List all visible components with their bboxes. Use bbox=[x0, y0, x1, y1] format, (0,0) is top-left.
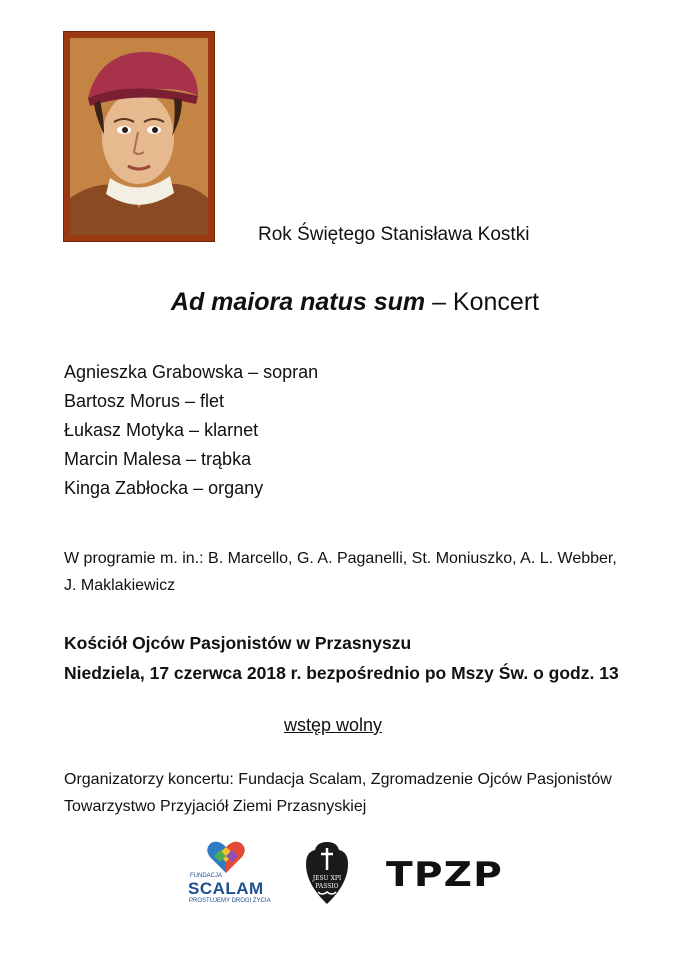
passionist-emblem-icon bbox=[304, 840, 350, 906]
concert-title-italic: Ad maiora natus sum bbox=[170, 288, 426, 316]
program-line: J. Maklakiewicz bbox=[64, 577, 176, 594]
organizers-text bbox=[64, 766, 612, 820]
organizers-line: Organizatorzy koncertu: Fundacja Scalam, Zgromadzenie Ojców Pasjonistów bbox=[64, 771, 612, 788]
performer-item: Agnieszka Grabowska – sopran bbox=[64, 362, 319, 382]
passio-line2: PASSIO bbox=[315, 883, 339, 890]
venue-place: Kościół Ojców Pasjonistów w Przasnyszu bbox=[64, 633, 412, 653]
venue-info bbox=[64, 628, 619, 688]
performer-item: Marcin Malesa – trąbka bbox=[64, 449, 252, 469]
portrait-image bbox=[64, 32, 214, 241]
tpzp-logo: TPZP bbox=[386, 855, 503, 895]
scalam-logo-name: SCALAM bbox=[188, 879, 264, 898]
organizers-line: Towarzystwo Przyjaciół Ziemi Przasnyskiej bbox=[64, 798, 367, 815]
venue-date: Niedziela, 17 czerwca 2018 r. bezpośrednio po Mszy Św. o godz. 13 bbox=[64, 663, 619, 683]
scalam-small-text: FUNDACJA bbox=[190, 873, 223, 879]
performer-item: Kinga Zabłocka – organy bbox=[64, 478, 264, 498]
year-title: Rok Świętego Stanisława Kostki bbox=[258, 224, 530, 245]
performer-item: Bartosz Morus – flet bbox=[64, 391, 225, 411]
scalam-tagline: PROSTUJEMY DROGI ŻYCIA bbox=[189, 898, 271, 904]
program-text bbox=[64, 545, 654, 599]
performer-list bbox=[64, 358, 318, 503]
concert-title bbox=[0, 288, 679, 317]
admission-note: wstęp wolny bbox=[283, 715, 383, 735]
scalam-heart-icon bbox=[206, 840, 246, 874]
program-line: W programie m. in.: B. Marcello, G. A. Paganelli, St. Moniuszko, A. L. Webber, bbox=[64, 550, 617, 567]
performer-item: Łukasz Motyka – klarnet bbox=[64, 420, 259, 440]
concert-title-rest: – Koncert bbox=[425, 288, 540, 316]
passio-line1: JESU XPI bbox=[312, 875, 342, 882]
